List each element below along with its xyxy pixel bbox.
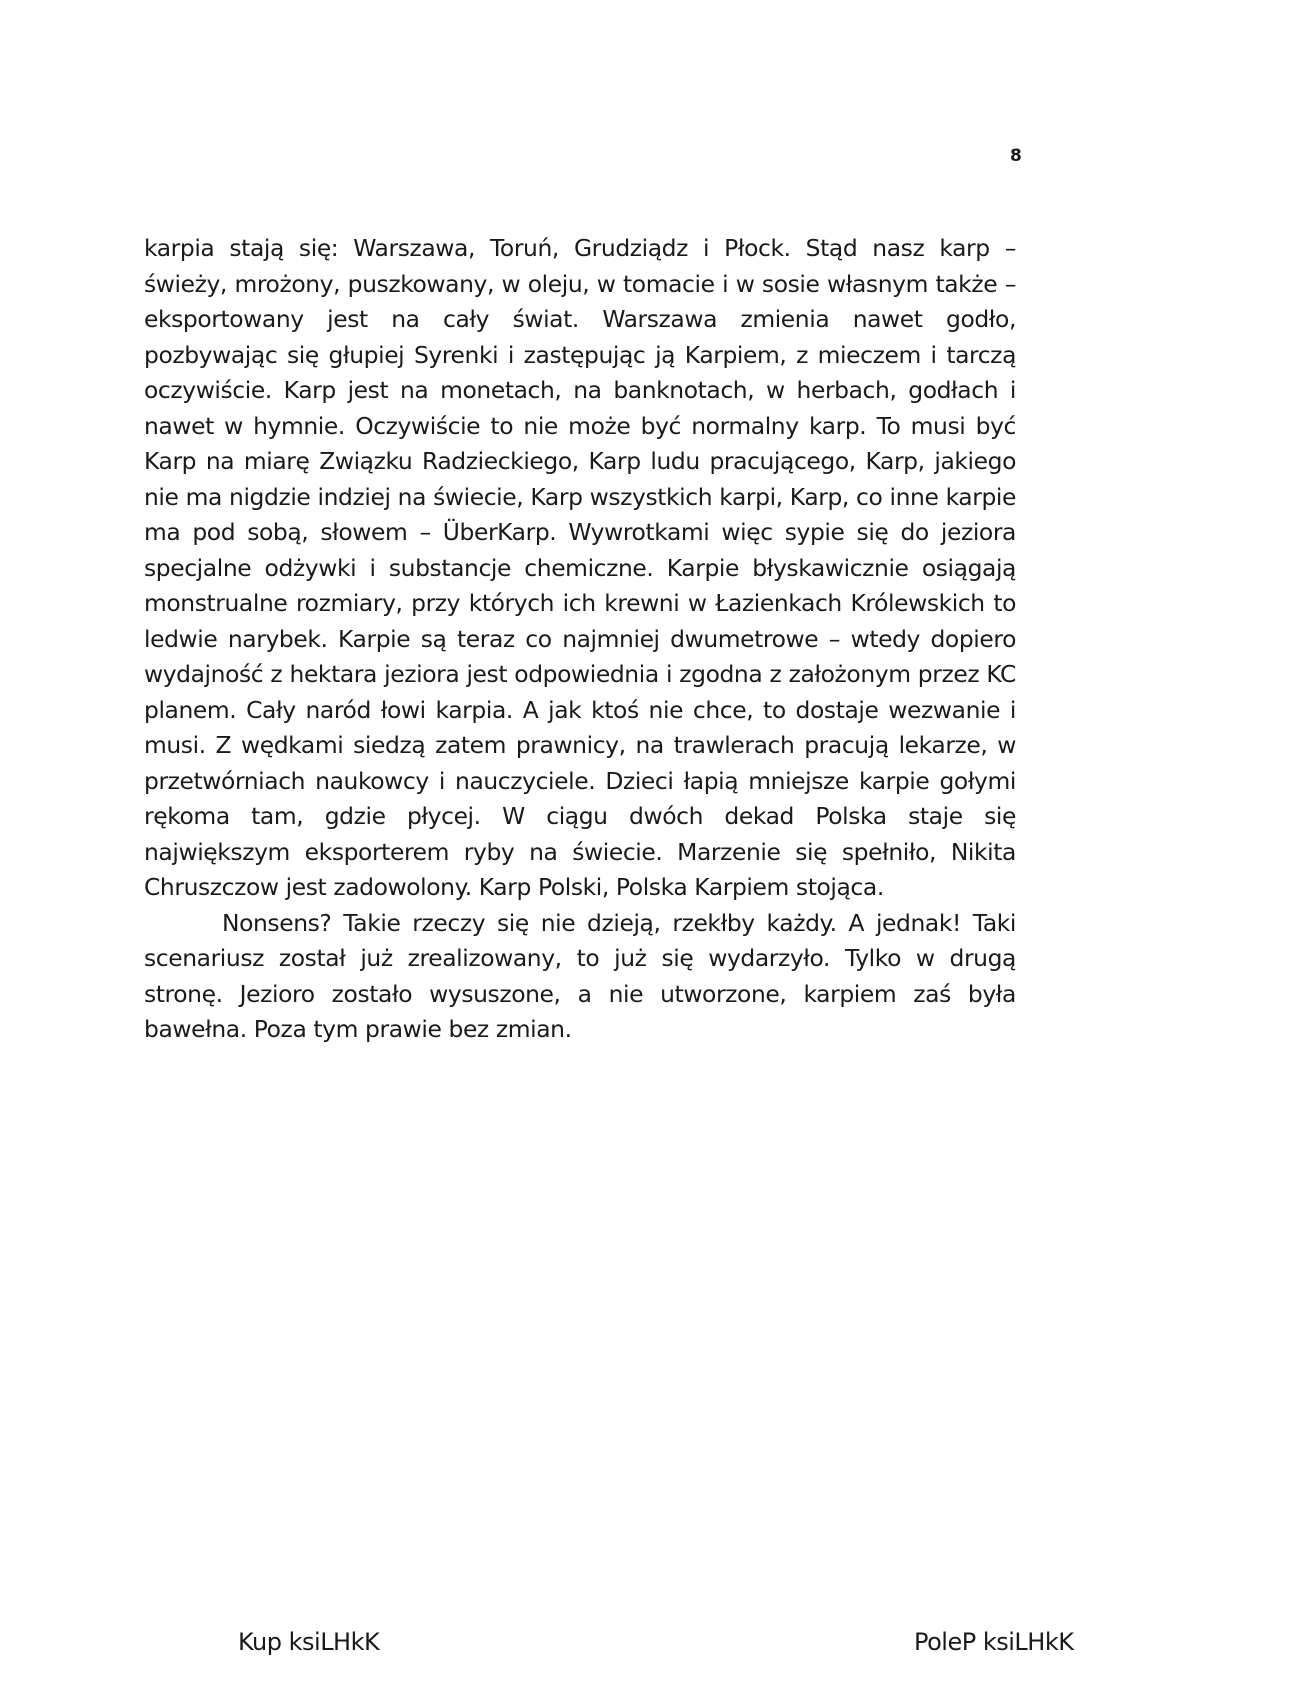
paragraph-2: Nonsens? Takie rzeczy się nie dzieją, rzekłby każdy. A jednak! Taki scenariusz został już zrealizowany, to już się wydarzyło. Tylko w drugą stronę. Jezioro zostało wysuszone, a nie utworzone, karpiem zaś była bawełna. Poza tym prawie bez zmian. (144, 908, 1016, 1043)
paragraph-1: karpia stają się: Warszawa, Toruń, Grudziądz i Płock. Stąd nasz karp – świeży, mrożony, puszkowany, w oleju, w tomacie i w sosie własnym także – eksportowany jest na cały świat. Warszawa zmienia nawet godło, pozbywając się głupiej Syrenki i zastępując ją Karpiem, z mieczem i tarczą oczywiście. Karp jest na monetach, na banknotach, w herbach, godłach i nawet w hymnie. Oczywiście to nie może być normalny karp. To musi być Karp na miarę Związku Radzieckiego, Karp ludu pracującego, Karp, jakiego nie ma nigdzie indziej na świecie, Karp wszystkich karpi, Karp, co inne karpie ma pod sobą, słowem – ÜberKarp. Wywrotkami więc sypie się do jeziora specjalne odżywki i substancje chemiczne. Karpie błyskawicznie osiągają monstrualne rozmiary, przy których ich krewni w Łazienkach Królewskich to ledwie narybek. Karpie są teraz co najmniej dwumetrowe – wtedy dopiero wydajność z hektara jeziora jest odpowiednia i zgodna z założonym przez KC planem. Cały naród łowi karpia. A jak ktoś nie chce, to dostaje wezwanie i musi. Z wędkami siedzą zatem prawnicy, na trawlerach pracują lekarze, w przetwórniach naukowcy i nauczyciele. Dzieci łapią mniejsze karpie gołymi rękoma tam, gdzie płycej. W ciągu dwóch dekad Polska staje się największym eksporterem ryby na świecie. Marzenie się spełniło, Nikita Chruszczow jest zadowolony. Karp Polski, Polska Karpiem stojąca. (144, 234, 1016, 901)
body-text (144, 231, 1016, 1048)
buy-book-link[interactable]: Kup ksiLHkK (238, 1628, 380, 1656)
page-number: 8 (1010, 146, 1022, 166)
recommend-book-link[interactable]: PoleP ksiLHkK (914, 1628, 1074, 1656)
